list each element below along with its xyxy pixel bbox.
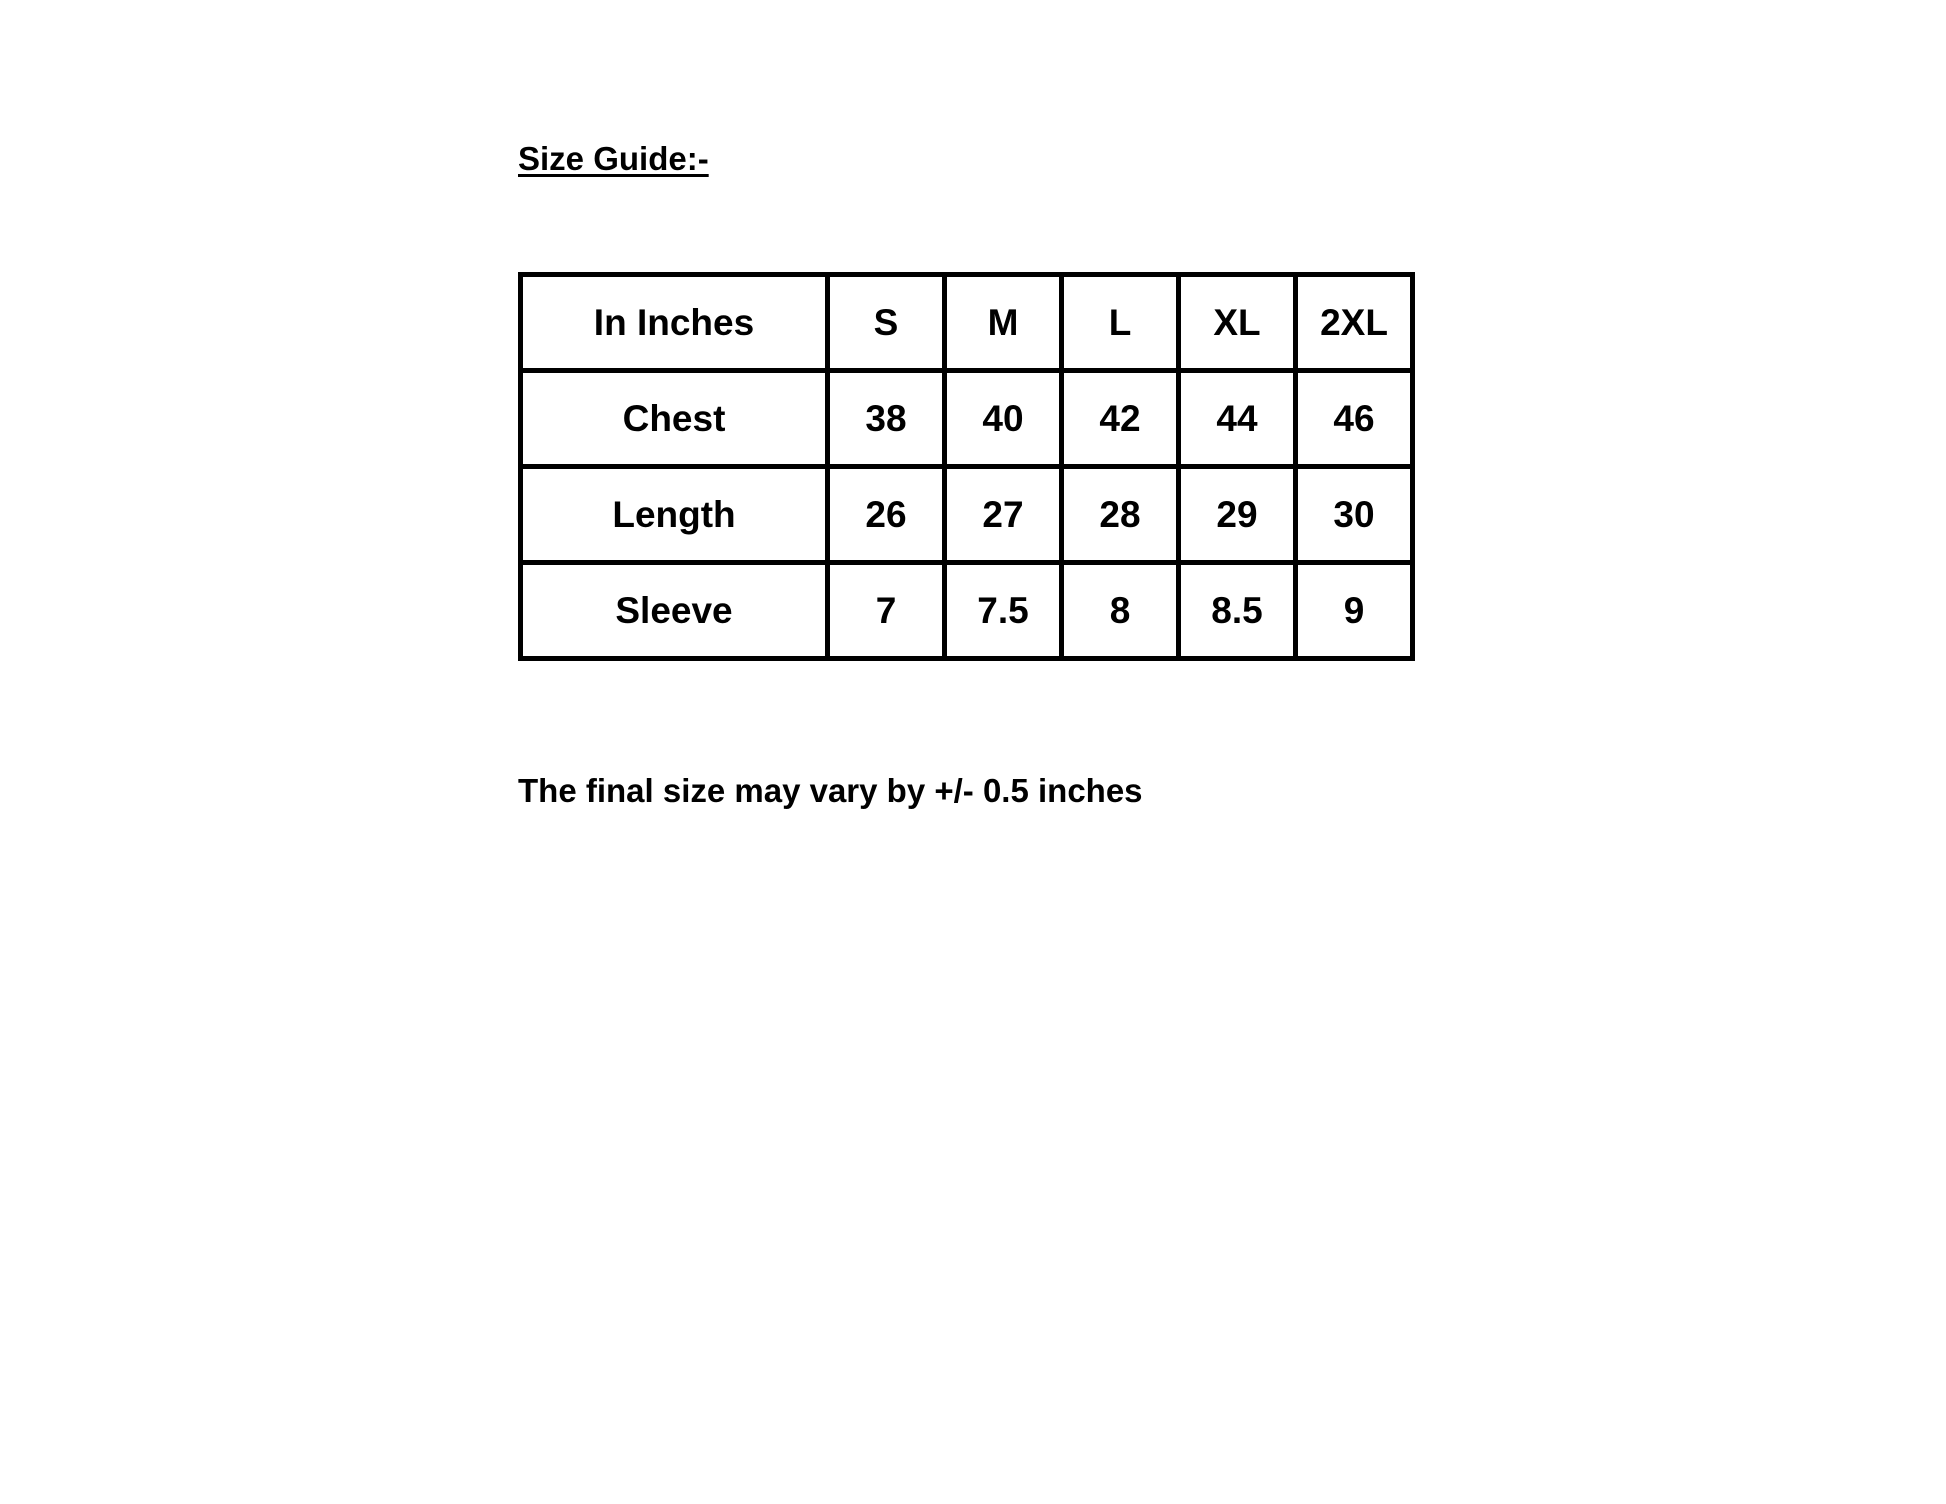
sleeve-2xl-value: 9 xyxy=(1296,563,1413,659)
row-label-length: Length xyxy=(521,467,828,563)
chest-2xl-value: 46 xyxy=(1296,371,1413,467)
size-variance-note: The final size may vary by +/- 0.5 inches xyxy=(518,772,1143,809)
length-2xl-value: 30 xyxy=(1296,467,1413,563)
size-guide-heading: Size Guide:- xyxy=(518,140,709,177)
sleeve-l-value: 8 xyxy=(1062,563,1179,659)
chest-m-value: 40 xyxy=(945,371,1062,467)
table-row-length xyxy=(521,467,1413,563)
chest-xl-value: 44 xyxy=(1179,371,1296,467)
header-size-xl: XL xyxy=(1179,275,1296,371)
sleeve-xl-value: 8.5 xyxy=(1179,563,1296,659)
header-size-m: M xyxy=(945,275,1062,371)
header-units-cell: In Inches xyxy=(521,275,828,371)
table-header-row xyxy=(521,275,1413,371)
length-s-value: 26 xyxy=(828,467,945,563)
size-chart-table xyxy=(518,272,1415,661)
chest-l-value: 42 xyxy=(1062,371,1179,467)
chest-s-value: 38 xyxy=(828,371,945,467)
table-row-sleeve xyxy=(521,563,1413,659)
length-xl-value: 29 xyxy=(1179,467,1296,563)
sleeve-s-value: 7 xyxy=(828,563,945,659)
length-l-value: 28 xyxy=(1062,467,1179,563)
header-size-s: S xyxy=(828,275,945,371)
header-size-2xl: 2XL xyxy=(1296,275,1413,371)
row-label-sleeve: Sleeve xyxy=(521,563,828,659)
sleeve-m-value: 7.5 xyxy=(945,563,1062,659)
row-label-chest: Chest xyxy=(521,371,828,467)
length-m-value: 27 xyxy=(945,467,1062,563)
table-row-chest xyxy=(521,371,1413,467)
header-size-l: L xyxy=(1062,275,1179,371)
